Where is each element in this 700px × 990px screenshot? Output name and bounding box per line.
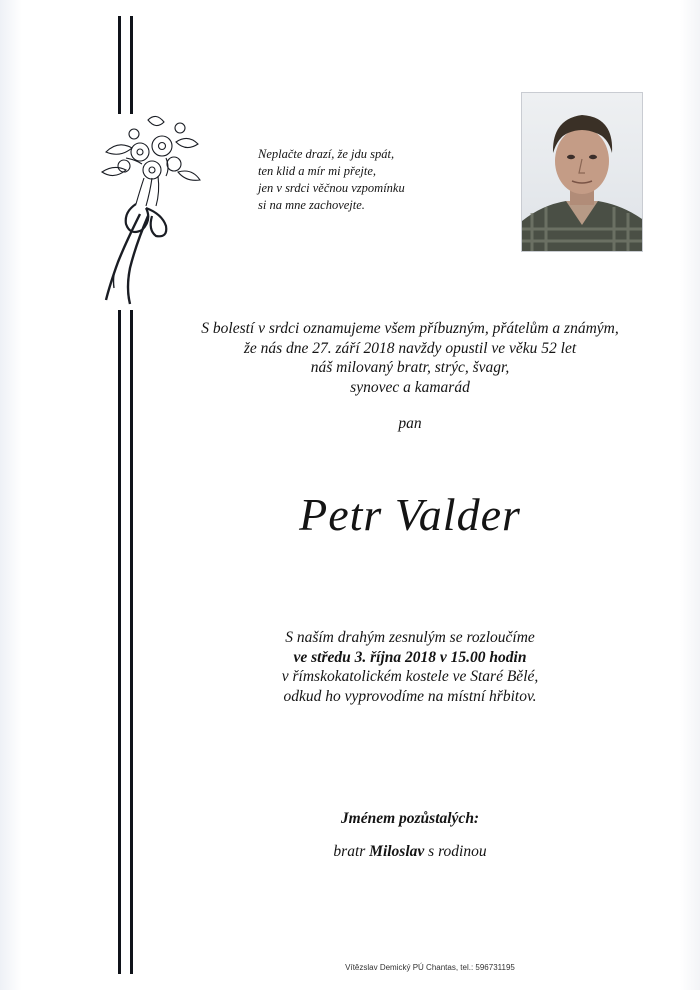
mourners-suffix: s rodinou bbox=[428, 843, 487, 860]
verse-line: Neplačte drazí, že jdu spát, bbox=[258, 147, 395, 161]
mourners-name: Miloslav bbox=[369, 843, 425, 860]
deceased-name: Petr Valder bbox=[299, 489, 521, 540]
decorative-line-left-top bbox=[118, 16, 121, 114]
decorative-line-right-long bbox=[130, 310, 133, 974]
ceremony-date-time: ve středu 3. října 2018 v 15.00 hodin bbox=[293, 648, 527, 666]
announcement-line: synovec a kamarád bbox=[350, 378, 470, 396]
announcement-line: náš milovaný bratr, strýc, švagr, bbox=[310, 359, 510, 376]
mourners-heading: Jménem pozůstalých: bbox=[340, 810, 480, 827]
portrait-image bbox=[522, 93, 642, 251]
ceremony-details bbox=[160, 628, 660, 706]
mourners-family bbox=[160, 843, 660, 861]
ceremony-line: v římskokatolickém kostele ve Staré Bělé, bbox=[281, 668, 539, 685]
verse-line: si na mne zachovejte. bbox=[258, 198, 365, 212]
funeral-service-footer: Vítězslav Demický PÚ Chantas, tel.: 596731195 bbox=[345, 963, 515, 972]
portrait-photo bbox=[521, 92, 643, 252]
announcement-text bbox=[160, 319, 660, 397]
verse-line: jen v srdci věčnou vzpomínku bbox=[258, 181, 405, 195]
decorative-line-right-top bbox=[130, 16, 133, 114]
flower-bouquet-icon bbox=[96, 112, 206, 310]
decorative-line-left-long bbox=[118, 310, 121, 974]
mourners-prefix: bratr bbox=[333, 843, 366, 860]
farewell-verse bbox=[258, 146, 498, 214]
announcement-line: že nás dne 27. září 2018 navždy opustil ve věku 52 let bbox=[243, 339, 577, 357]
ceremony-line: S naším drahým zesnulým se rozloučíme bbox=[285, 629, 535, 646]
verse-line: ten klid a mír mi přejte, bbox=[258, 164, 377, 178]
ceremony-line: odkud ho vyprovodíme na místní hřbitov. bbox=[283, 687, 537, 705]
title-word: pan bbox=[398, 415, 422, 432]
announcement-line: S bolestí v srdci oznamujeme všem příbuzným, přátelům a známým, bbox=[201, 320, 619, 337]
